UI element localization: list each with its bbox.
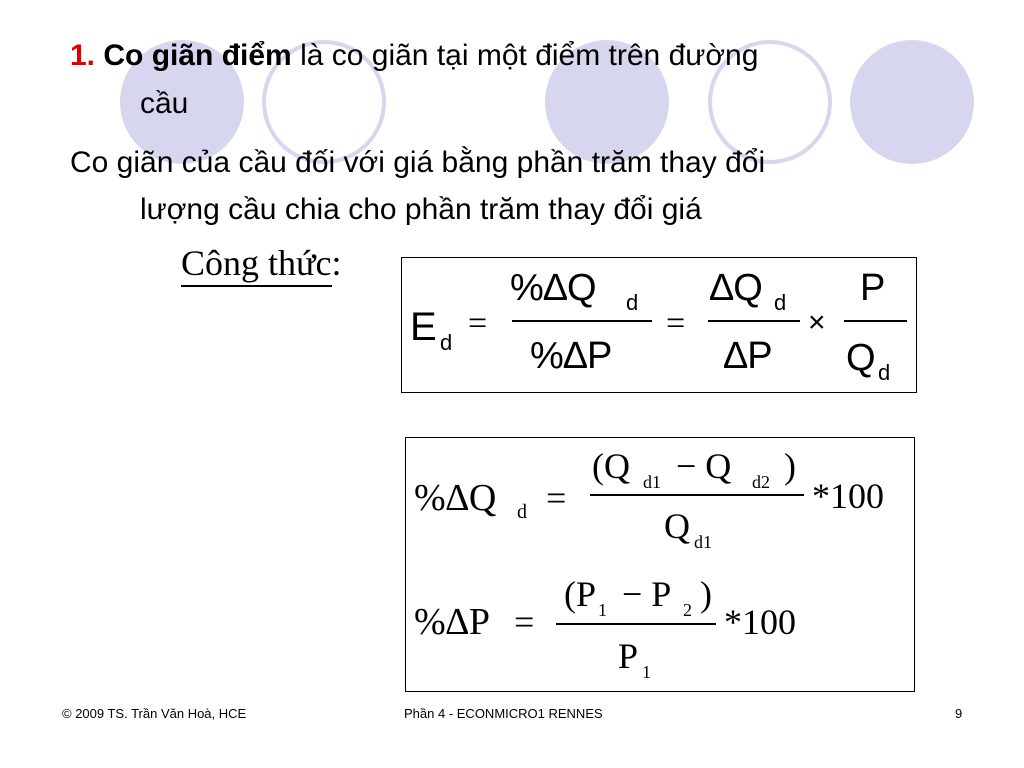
q-num-open: (Q	[592, 446, 630, 486]
q-lhs-sub: d	[517, 501, 527, 523]
p-num-sub2: 2	[683, 600, 692, 620]
footer-page-number: 9	[955, 706, 963, 721]
p-mult: *100	[724, 602, 796, 642]
q-num-close: )	[784, 446, 796, 486]
formula-label-colon: :	[331, 243, 342, 283]
formula-dp: ∆P	[724, 335, 773, 377]
formula-eq2: =	[666, 305, 686, 342]
footer-copyright: © 2009 TS. Trần Văn Hoà, HCE	[62, 706, 247, 721]
p-den-sub: 1	[642, 662, 651, 682]
percent-change-formulas	[406, 438, 916, 693]
q-den: Q	[664, 506, 690, 546]
p-num-minus: − P	[622, 574, 672, 614]
formula-p: P	[860, 267, 886, 309]
heading-number: 1.	[70, 39, 96, 72]
formula-pct-dq-sub: d	[626, 290, 639, 315]
q-num-minus: − Q	[676, 446, 732, 486]
formula-q-sub: d	[878, 360, 891, 385]
q-lhs: %∆Q	[414, 477, 497, 519]
q-num-sub2: d2	[752, 472, 770, 492]
q-num-sub1: d1	[643, 472, 661, 492]
q-equals: =	[546, 478, 567, 518]
formula-dq: ∆Q	[710, 267, 763, 309]
elasticity-formula	[402, 258, 918, 394]
formula-dq-sub: d	[774, 290, 787, 315]
p-num-sub1: 1	[598, 600, 607, 620]
heading-line2: cầu	[140, 87, 189, 120]
p-lhs: %∆P	[414, 601, 491, 643]
formula-e: E	[410, 305, 437, 349]
heading-rest: là co giãn tại một điểm trên đường	[291, 39, 759, 72]
formula-eq1: =	[468, 305, 488, 342]
p-num-open: (P	[564, 574, 597, 614]
definition-line1: Co giãn của cầu đối với giá bằng phần trăm thay đổi	[70, 146, 766, 179]
p-equals: =	[514, 602, 535, 642]
formula-pct-dq: %∆Q	[510, 267, 597, 309]
formula-pct-dp: %∆P	[530, 335, 613, 377]
formula-e-sub: d	[440, 330, 453, 355]
heading-term: Co giãn điểm	[103, 39, 292, 72]
footer-course: Phần 4 - ECONMICRO1 RENNES	[404, 706, 603, 721]
q-den-sub: d1	[694, 532, 712, 552]
decor-circle-5	[850, 40, 974, 164]
slide-heading	[70, 38, 758, 74]
p-num-close: )	[700, 574, 712, 614]
elasticity-formula-box	[401, 257, 917, 393]
p-den: P	[618, 636, 639, 676]
formula-label-text: Công thức	[181, 243, 332, 287]
q-mult: *100	[812, 476, 884, 516]
formula-label	[181, 241, 342, 285]
definition-line2: lượng cầu chia cho phần trăm thay đổi giá	[140, 193, 702, 226]
formula-times: ×	[808, 306, 826, 339]
percent-change-formula-box	[405, 437, 915, 692]
formula-q: Q	[846, 337, 876, 379]
